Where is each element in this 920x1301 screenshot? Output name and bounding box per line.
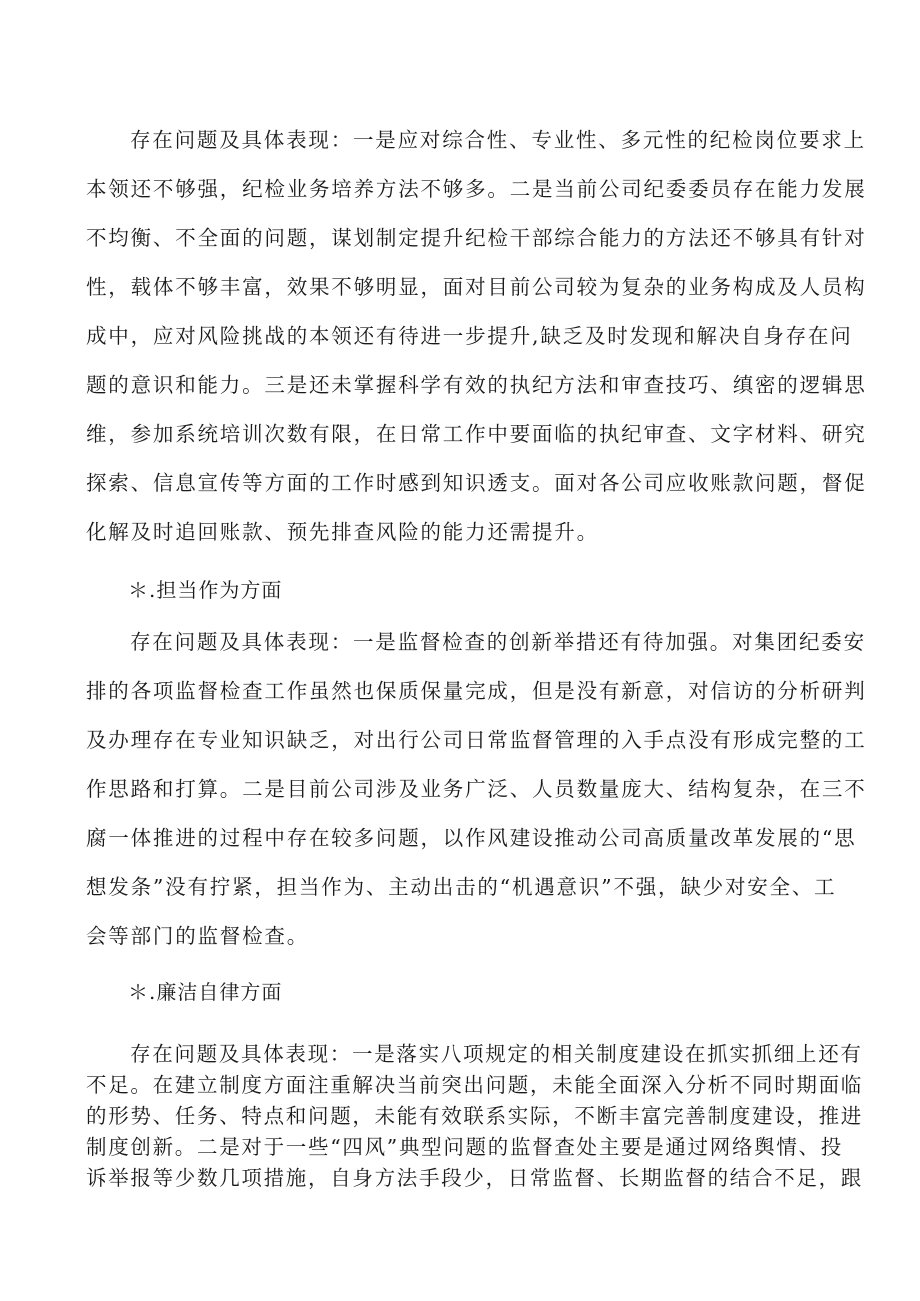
paragraph-1-line: 题的意识和能力。三是还未掌握科学有效的执纪方法和审查技巧、缜密的逻辑思 xyxy=(86,373,867,397)
paragraph-3-line: 的形势、任务、特点和问题，未能有效联系实际，不断丰富完善制度建设，推进 xyxy=(86,1104,863,1128)
paragraph-2-line: 想发条”没有拧紧，担当作为、主动出击的“机遇意识”不强，缺少对安全、工 xyxy=(86,875,837,899)
paragraph-3-line: 诉举报等少数几项措施，自身方法手段少，日常监督、长期监督的结合不足，跟 xyxy=(86,1166,863,1190)
paragraph-2-line: 会等部门的监督检查。 xyxy=(86,924,309,948)
paragraph-2-line: 作思路和打算。二是目前公司涉及业务广泛、人员数量庞大、结构复杂，在三不 xyxy=(86,777,867,801)
paragraph-3-line: 存在问题及具体表现：一是落实八项规定的相关制度建设在抓实抓细上还有 xyxy=(130,1042,863,1066)
paragraph-1-line: 探索、信息宣传等方面的工作时感到知识透支。面对各公司应收账款问题，督促 xyxy=(86,471,867,495)
paragraph-2-line: 存在问题及具体表现：一是监督检查的创新举措还有待加强。对集团纪委安 xyxy=(130,630,866,654)
paragraph-1-line: 本领还不够强，纪检业务培养方法不够多。二是当前公司纪委委员存在能力发展 xyxy=(86,177,867,201)
paragraph-2-line: 腐一体推进的过程中存在较多问题，以作风建设推动公司高质量改革发展的“思 xyxy=(86,826,857,850)
paragraph-1-line: 性，载体不够丰富，效果不够明显，面对目前公司较为复杂的业务构成及人员构 xyxy=(86,275,867,299)
paragraph-1-line: 化解及时追回账款、预先排查风险的能力还需提升。 xyxy=(86,520,599,544)
section-heading-responsibility: ＊.担当作为方面 xyxy=(128,578,283,602)
paragraph-2-line: 排的各项监督检查工作虽然也保质保量完成，但是没有新意，对信访的分析研判 xyxy=(86,679,867,703)
paragraph-1-line: 不均衡、不全面的问题，谋划制定提升纪检干部综合能力的方法还不够具有针对 xyxy=(86,226,867,250)
paragraph-2-line: 及办理存在专业知识缺乏，对出行公司日常监督管理的入手点没有形成完整的工 xyxy=(86,728,867,752)
paragraph-1-line: 维，参加系统培训次数有限，在日常工作中要面临的执纪审查、文字材料、研究 xyxy=(86,422,867,446)
paragraph-3-line: 不足。在建立制度方面注重解决当前突出问题，未能全面深入分析不同时期面临 xyxy=(86,1073,863,1097)
paragraph-1-line: 存在问题及具体表现：一是应对综合性、专业性、多元性的纪检岗位要求上 xyxy=(130,128,866,152)
paragraph-1-line: 成中，应对风险挑战的本领还有待进一步提升,缺乏及时发现和解决自身存在问 xyxy=(86,324,853,348)
section-heading-integrity: ＊.廉洁自律方面 xyxy=(128,980,283,1004)
paragraph-3-line: 制度创新。二是对于一些“四风”典型问题的监督查处主要是通过网络舆情、投 xyxy=(86,1135,843,1159)
